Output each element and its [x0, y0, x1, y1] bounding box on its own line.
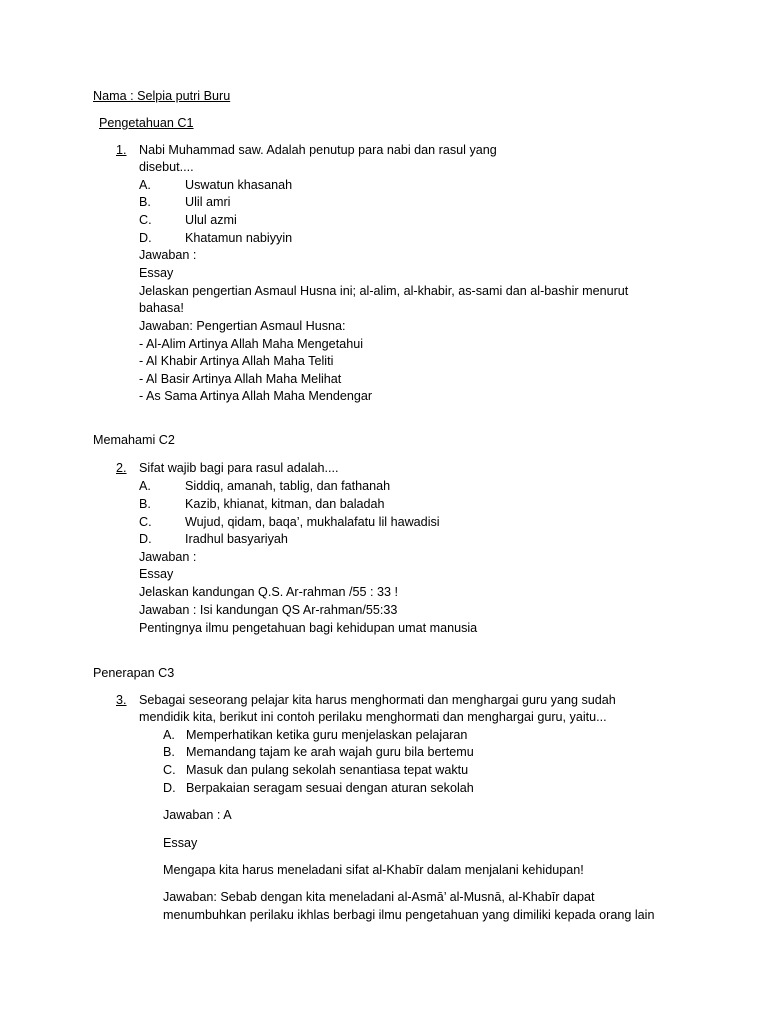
list-item: - Al-Alim Artinya Allah Maha Mengetahui — [139, 337, 363, 351]
question-number-3: 3. — [116, 693, 127, 707]
option-letter: A. — [139, 479, 151, 493]
option-letter: A. — [163, 728, 175, 742]
option-text: Khatamun nabiyyin — [185, 231, 293, 245]
question-3-text-cont: mendidik kita, berikut ini contoh perilaku menghormati dan menghargai guru, yaitu... — [139, 710, 607, 724]
option-letter: A. — [139, 178, 151, 192]
option-letter: D. — [163, 781, 176, 795]
section-heading-c2: Memahami C2 — [93, 433, 175, 447]
essay-label: Essay — [163, 836, 198, 850]
answer-label: Jawaban : A — [163, 808, 232, 822]
question-1-text-cont: disebut.... — [139, 160, 194, 174]
option-letter: D. — [139, 532, 152, 546]
option-letter: D. — [139, 231, 152, 245]
option-letter: C. — [163, 763, 176, 777]
essay-answer: Jawaban : Isi kandungan QS Ar-rahman/55:33 — [139, 603, 398, 617]
question-3-text: Sebagai seseorang pelajar kita harus menghormati dan menghargai guru yang sudah — [139, 693, 616, 707]
option-text: Ulil amri — [185, 195, 231, 209]
option-text: Siddiq, amanah, tablig, dan fathanah — [185, 479, 391, 493]
option-text: Berpakaian seragam sesuai dengan aturan sekolah — [186, 781, 474, 795]
option-letter: B. — [139, 195, 151, 209]
option-letter: C. — [139, 213, 152, 227]
question-1-text: Nabi Muhammad saw. Adalah penutup para nabi dan rasul yang — [139, 143, 497, 157]
option-text: Ulul azmi — [185, 213, 237, 227]
essay-question-cont: bahasa! — [139, 301, 184, 315]
section-heading-c1: Pengetahuan C1 — [99, 116, 194, 130]
list-item: - As Sama Artinya Allah Maha Mendengar — [139, 389, 373, 403]
essay-question: Jelaskan pengertian Asmaul Husna ini; al-alim, al-khabir, as-sami dan al-bashir menurut — [139, 284, 629, 298]
option-text: Wujud, qidam, baqa’, mukhalafatu lil hawadisi — [185, 515, 440, 529]
option-letter: B. — [163, 745, 175, 759]
option-letter: B. — [139, 497, 151, 511]
option-text: Iradhul basyariyah — [185, 532, 288, 546]
option-text: Uswatun khasanah — [185, 178, 293, 192]
student-name: Nama : Selpia putri Buru — [93, 89, 231, 103]
list-item: - Al Khabir Artinya Allah Maha Teliti — [139, 354, 334, 368]
essay-question: Mengapa kita harus meneladani sifat al-Khabīr dalam menjalani kehidupan! — [163, 863, 584, 877]
option-letter: C. — [139, 515, 152, 529]
list-item: - Al Basir Artinya Allah Maha Melihat — [139, 372, 342, 386]
option-text: Memandang tajam ke arah wajah guru bila bertemu — [186, 745, 474, 759]
essay-answer: Jawaban: Pengertian Asmaul Husna: — [139, 319, 346, 333]
option-text: Masuk dan pulang sekolah senantiasa tepat waktu — [186, 763, 469, 777]
question-number-2: 2. — [116, 461, 127, 475]
question-number-1: 1. — [116, 143, 127, 157]
answer-label: Jawaban : — [139, 248, 197, 262]
essay-answer-cont: menumbuhkan perilaku ikhlas berbagi ilmu pengetahuan yang dimiliki kepada orang lain — [163, 908, 655, 922]
essay-label: Essay — [139, 567, 174, 581]
option-text: Kazib, khianat, kitman, dan baladah — [185, 497, 385, 511]
essay-answer-cont: Pentingnya ilmu pengetahuan bagi kehidupan umat manusia — [139, 621, 478, 635]
section-heading-c3: Penerapan C3 — [93, 666, 175, 680]
question-2-text: Sifat wajib bagi para rasul adalah.... — [139, 461, 339, 475]
essay-label: Essay — [139, 266, 174, 280]
option-text: Memperhatikan ketika guru menjelaskan pelajaran — [186, 728, 468, 742]
answer-label: Jawaban : — [139, 550, 197, 564]
essay-question: Jelaskan kandungan Q.S. Ar-rahman /55 : 33 ! — [139, 585, 399, 599]
essay-answer: Jawaban: Sebab dengan kita meneladani al-Asmā’ al-Musnā, al-Khabīr dapat — [163, 890, 595, 904]
